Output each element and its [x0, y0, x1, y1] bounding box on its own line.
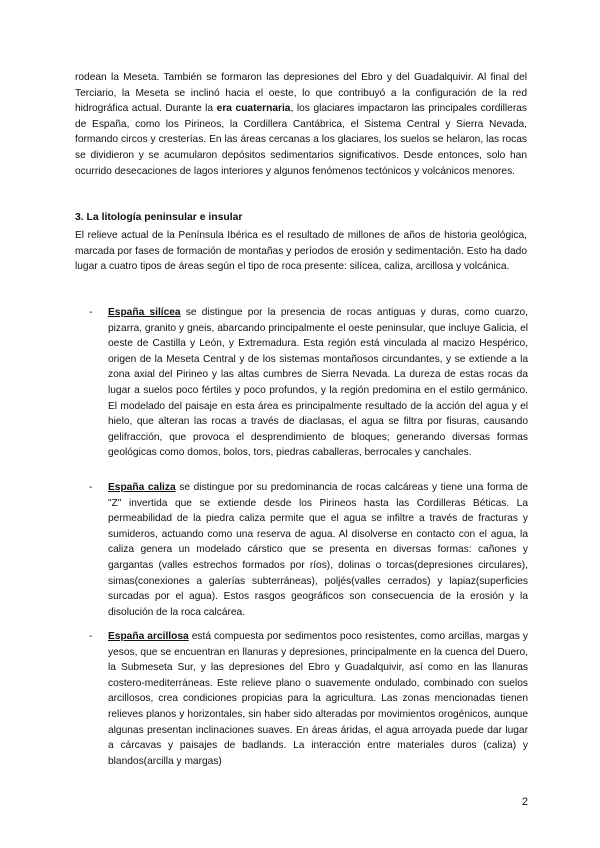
intro-text-start: rodean la Meseta. También se formaron las depresiones del Ebro y del Guadalquivir. Al final del Terciario, la Meseta se inclinó hacia el oeste, lo que contribuyó a la configuración de la red hidrográfica actual. Durante la — [75, 72, 527, 115]
list-item-text: se distingue por su predominancia de rocas calcáreas y tiene una forma de "Z" invertida que se extiende desde los Pirineos hasta las Cordilleras Béticas. La permeabilidad de la piedra caliza permite que el agua se infiltre a través de fracturas y sumideros, actuando como una reserva de agua. Al disolverse en contacto con el agua, la caliza genera un modelado cárstico que se presenta en diversas formas: cañones y gargantas (valles estrechos formados por ríos), dolinas o torcas(depresiones circulares), simas(conexiones a galerías subterráneas), poljés(valles cerrados) y lapiaz(superficies surcadas por el agua). Estos rasgos geográficos son consecuencia de la erosión y la disolución de la roca calcárea. — [108, 482, 528, 618]
page-number: 2 — [521, 796, 528, 808]
list-bullet: - — [89, 307, 93, 318]
intro-paragraph — [75, 70, 527, 179]
list-bullet: - — [89, 482, 93, 493]
list-item-term: España arcillosa — [108, 631, 189, 642]
list-item-term: España silícea — [108, 307, 181, 318]
list-item-silicea — [108, 305, 528, 461]
intro-text-end: , los glaciares impactaron las principales cordilleras de España, como los Pirineos, la Cordillera Cantábrica, el Sistema Central y Sierra Nevada, formando circos y cresterías. En las áreas cercanas a los glaciares, los suelos se helaron, las rocas se dividieron y se acumularon depósitos sedimentarios significativos. Desde entonces, solo han ocurrido desecaciones de lagos interiores y algunos fenómenos tectónicos y volcánicos menores. — [75, 103, 527, 177]
section-heading: 3. La litología peninsular e insular — [75, 212, 243, 223]
list-item-caliza — [108, 480, 528, 620]
list-item-arcillosa — [108, 629, 528, 769]
section-paragraph: El relieve actual de la Península Ibérica es el resultado de millones de años de historia geológica, marcada por fases de formación de montañas y períodos de erosión y sedimentación. Esto ha dado lugar a cuatro tipos de áreas según el tipo de roca presente: silícea, caliza, arcillosa y volcánica. — [75, 230, 527, 273]
intro-bold-term: era cuaternaria — [216, 103, 291, 115]
list-item-term: España caliza — [108, 482, 176, 493]
list-item-text: está compuesta por sedimentos poco resistentes, como arcillas, margas y yesos, que se encuentran en llanuras y depresiones, principalmente en la cuenca del Duero, la Submeseta Sur, y las depresiones del Ebro y Guadalquivir, así como en las llanuras costero-mediterráneas. Este relieve plano o suavemente ondulado, combinado con suelos arcillosos, crea condiciones propicias para la agricultura. Las zonas mencionadas tienen relieves planos y horizontales, sin haber sido alteradas por movimientos orogénicos, aunque algunas presentan inclinaciones suaves. En áreas áridas, el agua arroyada puede dar lugar a cárcavas y paisajes de badlands. La interacción entre materiales duros (caliza) y blandos(arcilla y margas) — [108, 631, 528, 767]
list-item-text: se distingue por la presencia de rocas antiguas y duras, como cuarzo, pizarra, granito y gneis, abarcando principalmente el oeste peninsular, que incluye Galicia, el oeste de Castilla y León, y Extremadura. Esta región está vinculada al macizo Hespérico, origen de la Meseta Central y de los sistemas montañosos circundantes, y se extiende a la zona axial del Pirineo y las altas cumbres de Sierra Nevada. La dureza de estas rocas da lugar a suelos poco fértiles y poco profundos, y la región predomina en el estilo germánico. El modelado del paisaje en esta área es principalmente resultado de la acción del agua y el hielo, que alteran las rocas a través de diaclasas, el agua se filtra por fisuras, causando gelifracción, que provoca el desprendimiento de bloques; generando diversas formas geológicas como domos, bolos, tors, piedras caballeras, berrocales y canchales. — [108, 307, 528, 459]
list-bullet: - — [89, 631, 93, 642]
